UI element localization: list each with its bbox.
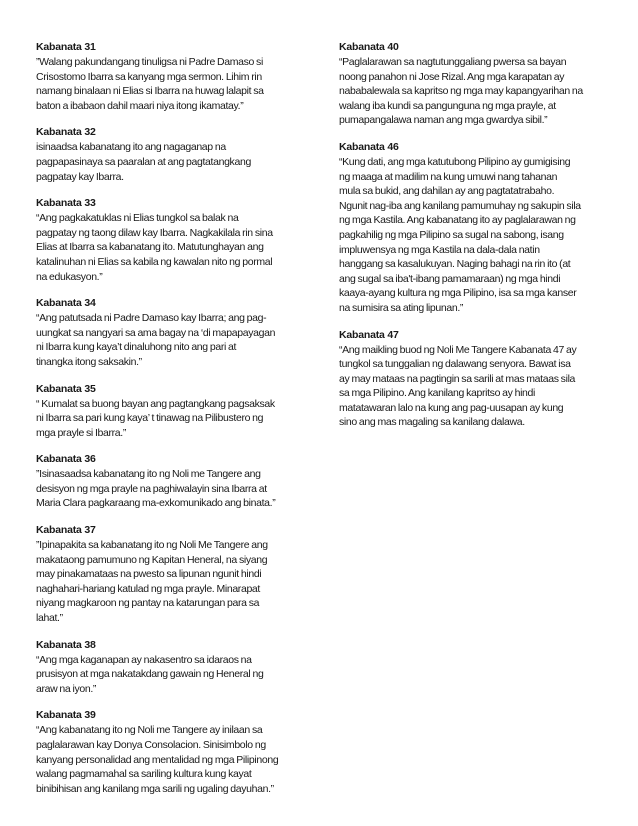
chapter-summary xyxy=(36,211,314,284)
chapter-summary xyxy=(36,140,314,184)
chapter-summary xyxy=(36,467,314,511)
chapter-heading: Kabanata 38 xyxy=(36,638,96,651)
summary-line: ng mga Kastila. Ang kabanatang ito ay paglalarawan ng xyxy=(339,214,576,227)
chapter-section xyxy=(339,40,607,128)
summary-line: walang pagmamahal sa sariling kultura kung kayat xyxy=(36,768,252,781)
summary-line: ang sugal sa iba't-ibang pamamaraan) ng mga hindi xyxy=(339,272,561,285)
summary-line: binibihisan ang kanilang mga sarili ng ugaling dayuhan.” xyxy=(36,782,274,795)
summary-line: ni Ibarra sa pari kung kaya’ t tinawag na Pilibustero ng xyxy=(36,412,264,425)
chapter-section xyxy=(36,382,314,441)
summary-line: mula sa bukid, ang dahilan ay ang pagtatatrabaho. xyxy=(339,185,555,198)
summary-line: ni Ibarra kung kaya’t dinaluhong nito ang pari at xyxy=(36,341,237,354)
summary-line: namang binalaan ni Elias si Ibarra na huwag lalapit sa xyxy=(36,85,264,98)
chapter-summary xyxy=(339,343,607,431)
chapter-section xyxy=(36,296,314,369)
summary-line: pagpatay kay Ibarra. xyxy=(36,170,124,183)
chapter-heading: Kabanata 40 xyxy=(339,41,399,53)
summary-line: sa mga Pilipino. Ang kanilang kapritso ay hindi xyxy=(339,387,536,400)
right-column xyxy=(339,40,607,442)
summary-line: “Ang mga kaganapan ay nakasentro sa idaraos na xyxy=(36,653,252,666)
summary-line: Elias at Ibarra sa kabanatang ito. Matutunghayan ang xyxy=(36,241,264,254)
chapter-heading: Kabanata 34 xyxy=(36,297,96,310)
chapter-summary xyxy=(339,55,607,128)
summary-line: tungkol sa tunggalian ng dalawang senyora. Bawat isa xyxy=(339,358,571,371)
summary-line: ”Ipinapakita sa kabanatang ito ng Noli Me Tangere ang xyxy=(36,539,268,552)
summary-line: kaaya-ayang kultura ng mga Pilipino, isa sa mga kanser xyxy=(339,287,577,300)
summary-line: ng maaga at madilim na kung umuwi nang tahanan xyxy=(339,170,558,183)
summary-line: lahat.” xyxy=(36,612,63,625)
summary-line: ay may mataas na pagtingin sa sarili at mas mataas sila xyxy=(339,372,576,385)
summary-line: matatawaran lalo na kung ang pag-uusapan ay kung xyxy=(339,401,564,414)
chapter-heading: Kabanata 46 xyxy=(339,140,399,153)
summary-line: tinangka itong saksakin.” xyxy=(36,355,142,368)
chapter-section xyxy=(36,125,314,184)
summary-line: sino ang mas magaling sa kanilang dalawa. xyxy=(339,416,525,429)
summary-line: na edukasyon.” xyxy=(36,270,103,283)
chapter-heading: Kabanata 36 xyxy=(36,453,96,466)
summary-line: pagkahilig ng mga Pilipino sa sugal na sabong, isang xyxy=(339,228,564,241)
chapter-summary xyxy=(36,723,314,796)
left-column xyxy=(36,40,314,808)
summary-line: baton a ibabaon dahil maari niya itong ikamatay.” xyxy=(36,99,244,112)
chapter-heading: Kabanata 33 xyxy=(36,197,96,210)
summary-line: noong panahon ni Jose Rizal. Ang mga karapatan ay xyxy=(339,70,565,83)
summary-line: prusisyon at mga nakatakdang gawain ng Heneral ng xyxy=(36,668,264,681)
summary-line: pumapangalawa naman ang mga gwardya sibil.” xyxy=(339,114,548,127)
summary-line: pagpapasinaya sa paaralan at ang pagtatangkang xyxy=(36,155,251,168)
summary-line: paglalarawan kay Donya Consolacion. Sinisimbolo ng xyxy=(36,739,266,751)
chapter-heading: Kabanata 32 xyxy=(36,126,96,139)
summary-line: Crisostomo Ibarra sa kanyang mga sermon. Lihim rin xyxy=(36,70,262,83)
summary-line: “Paglalarawan sa nagtutunggaliang pwersa sa bayan xyxy=(339,56,567,68)
chapter-section xyxy=(339,140,607,316)
chapter-section xyxy=(36,523,314,626)
summary-line: katalinuhan ni Elias sa kabila ng kawalan nito ng pormal xyxy=(36,255,273,268)
chapter-summary xyxy=(36,311,314,369)
summary-line: mga prayle si Ibarra.” xyxy=(36,426,127,439)
chapter-section xyxy=(36,40,314,113)
summary-line: kanyang personalidad ang mentalidad ng mga Pilipinong xyxy=(36,753,279,766)
chapter-section xyxy=(339,328,607,431)
summary-line: walang iba kundi sa pangunguna ng mga prayle, at xyxy=(339,99,556,112)
summary-line: makataong pamumuno ng Kapitan Heneral, na siyang xyxy=(36,553,268,566)
summary-line: ”Isinasaadsa kabanatang ito ng Noli me Tangere ang xyxy=(36,468,261,481)
summary-line: pagpatay ng taong dilaw kay Ibarra. Nagkakilala rin sina xyxy=(36,226,273,239)
chapter-summary xyxy=(339,155,607,316)
summary-line: Maria Clara pagkaraang ma-exkomunikado ang binata.” xyxy=(36,497,276,510)
summary-line: araw na iyon.” xyxy=(36,682,97,695)
summary-line: nababalewala sa kapritso ng mga may kapangyarihan na xyxy=(339,85,583,98)
chapter-summary xyxy=(36,397,314,441)
summary-line: “Kung dati, ang mga katutubong Pilipino ay gumigising xyxy=(339,155,571,168)
summary-line: “Ang pagkakatuklas ni Elias tungkol sa balak na xyxy=(36,212,239,225)
summary-line: impluwensya ng mga Kastila na dala-dala natin xyxy=(339,243,540,256)
summary-line: “Ang kabanatang ito ng Noli me Tangere ay inilaan sa xyxy=(36,724,263,737)
chapter-heading: Kabanata 47 xyxy=(339,328,399,341)
summary-line: ”Walang pakundangang tinuligsa ni Padre Damaso si xyxy=(36,56,263,68)
summary-line: “Ang maikling buod ng Noli Me Tangere Kabanata 47 ay xyxy=(339,343,577,356)
chapter-heading: Kabanata 35 xyxy=(36,382,96,395)
chapter-heading: Kabanata 37 xyxy=(36,524,96,537)
chapter-section xyxy=(36,452,314,511)
summary-line: “ Kumalat sa buong bayan ang pagtangkang pagsaksak xyxy=(36,397,275,410)
chapter-section xyxy=(36,708,314,796)
summary-line: uungkat sa nangyari sa ama bagay na ‘di mapapayagan xyxy=(36,326,276,339)
summary-line: niyang magkaroon ng pantay na katarungan para sa xyxy=(36,597,260,610)
chapter-heading: Kabanata 39 xyxy=(36,709,96,722)
chapter-summary xyxy=(36,538,314,626)
summary-line: Ngunit nag-iba ang kanilang pamumuhay ng sakupin sila xyxy=(339,199,581,212)
summary-line: na sumisira sa ating lipunan.” xyxy=(339,301,464,314)
chapter-summary xyxy=(36,653,314,697)
chapter-section xyxy=(36,638,314,697)
summary-line: naghahari-hariang katulad ng mga prayle. Minarapat xyxy=(36,582,260,595)
chapter-summary xyxy=(36,55,314,113)
summary-line: isinaadsa kabanatang ito ang nagaganap na xyxy=(36,141,226,154)
summary-line: hanggang sa kasalukuyan. Naging bahagi na rin ito (at xyxy=(339,258,571,271)
chapter-heading: Kabanata 31 xyxy=(36,41,96,53)
summary-line: may pinakamataas na pwesto sa lipunan ngunit hindi xyxy=(36,568,262,581)
summary-line: desisyon ng mga prayle na paghiwalayin sina Ibarra at xyxy=(36,482,267,495)
summary-line: “Ang patutsada ni Padre Damaso kay Ibarra; ang pag- xyxy=(36,312,267,325)
chapter-section xyxy=(36,196,314,284)
